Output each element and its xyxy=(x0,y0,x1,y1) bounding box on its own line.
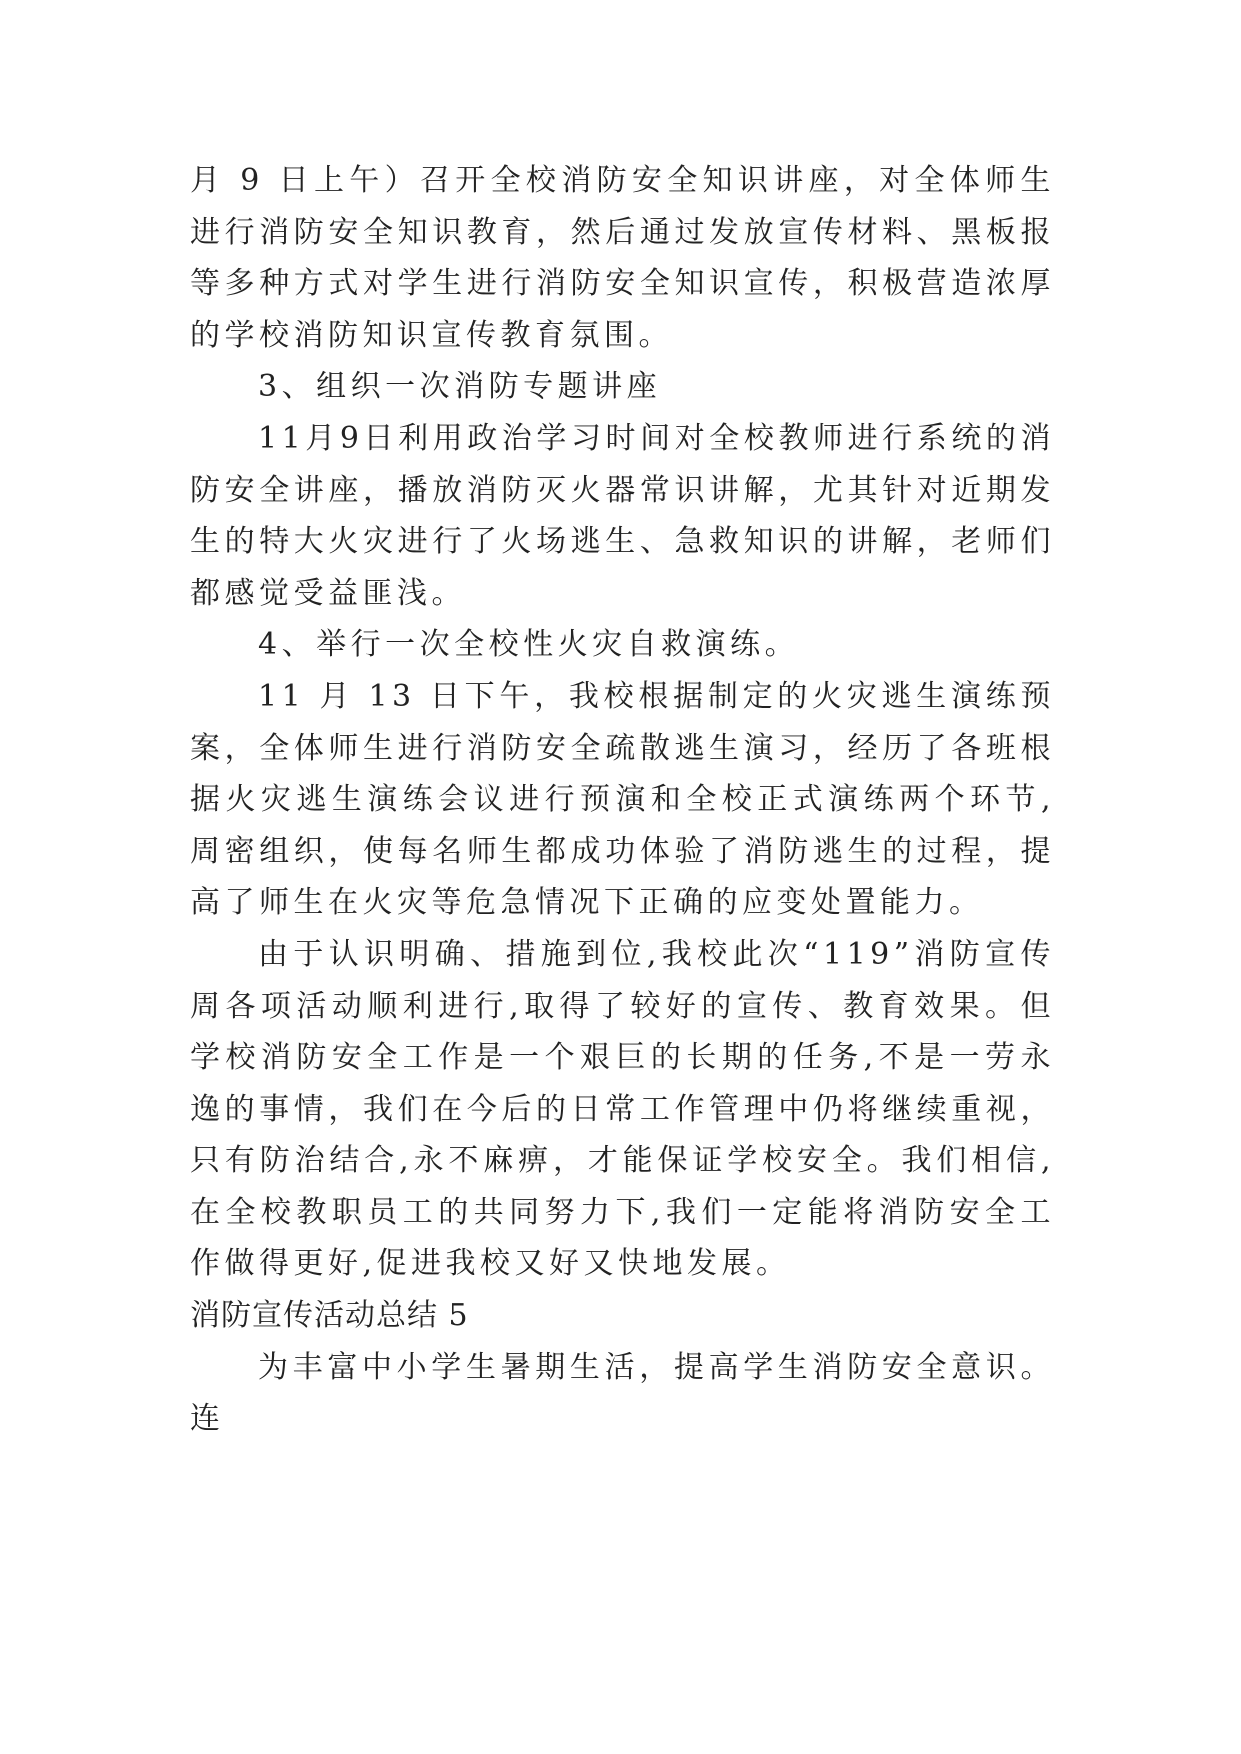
paragraph-section5-intro: 为丰富中小学生暑期生活，提高学生消防安全意识。连 xyxy=(190,1349,1055,1437)
document-page xyxy=(190,155,1055,1445)
section-title: 消防宣传活动总结 5 xyxy=(190,1298,469,1334)
subheading-3: 3、组织一次消防专题讲座 xyxy=(258,369,662,405)
paragraph-continuation: 月 9 日上午）召开全校消防安全知识讲座，对全体师生进行消防安全知识教育，然后通过发放宣传材料、黑板报等多种方式对学生进行消防安全知识宣传，积极营造浓厚的学校消防知识宣传教育氛围。 xyxy=(190,163,1055,353)
paragraph-conclusion: 由于认识明确、措施到位,我校此次“119”消防宣传周各项活动顺利进行,取得了较好的宣传、教育效果。但学校消防安全工作是一个艰巨的长期的任务,不是一劳永逸的事情，我们在今后的日常工作管理中仍将继续重视，只有防治结合,永不麻痹，才能保证学校安全。我们相信,在全校教职员工的共同努力下,我们一定能将消防安全工作做得更好,促进我校又好又快地发展。 xyxy=(190,936,1055,1282)
paragraph-drill: 11 月 13 日下午，我校根据制定的火灾逃生演练预案，全体师生进行消防安全疏散逃生演习，经历了各班根据火灾逃生演练会议进行预演和全校正式演练两个环节,周密组织，使每名师生都成功体验了消防逃生的过程，提高了师生在火灾等危急情况下正确的应变处置能力。 xyxy=(190,678,1055,921)
paragraph-lecture: 11月9日利用政治学习时间对全校教师进行系统的消防安全讲座，播放消防灭火器常识讲解，尤其针对近期发生的特大火灾进行了火场逃生、急救知识的讲解，老师们都感觉受益匪浅。 xyxy=(190,420,1055,611)
subheading-4: 4、举行一次全校性火灾自救演练。 xyxy=(258,627,800,663)
